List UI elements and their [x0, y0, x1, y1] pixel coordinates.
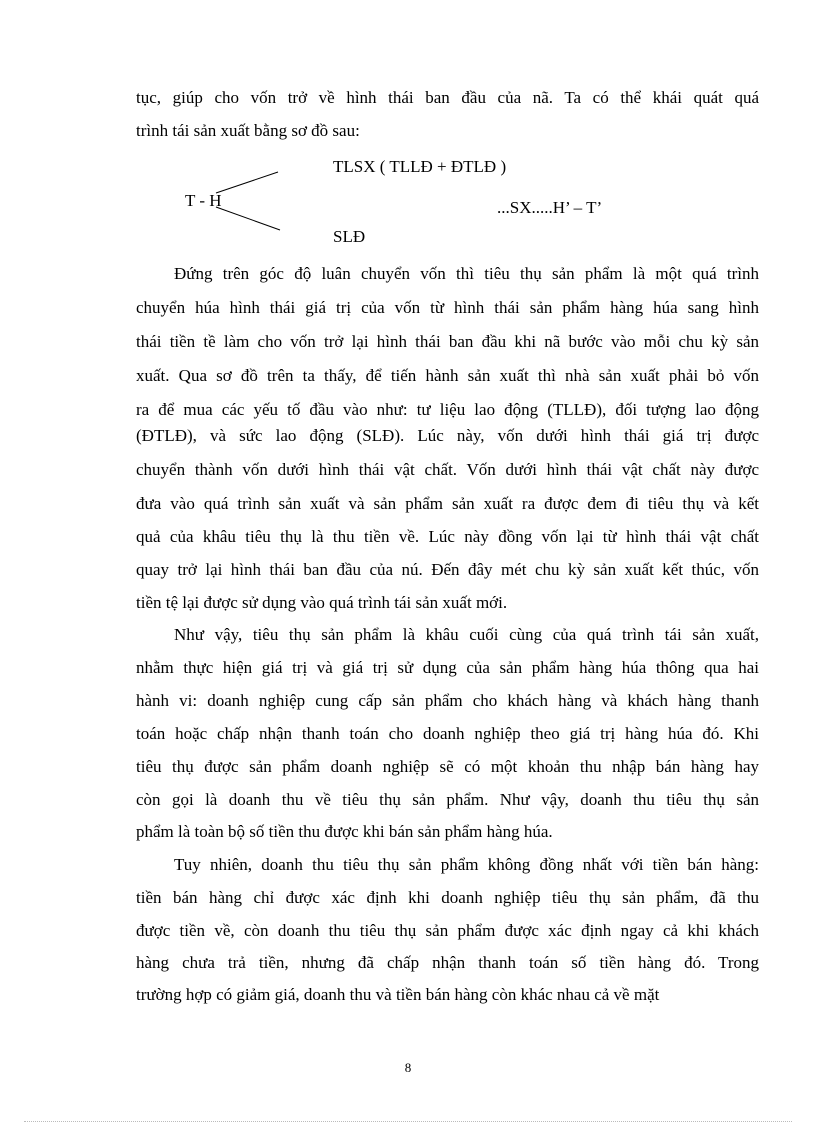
page-divider: [24, 1121, 792, 1122]
paragraph-line: tiêu thụ được sản phẩm doanh nghiệp sẽ có một khoản thu nhập bán hàng hay: [136, 757, 759, 776]
paragraph-line: ra để mua các yếu tố đầu vào như: tư liệu lao động (TLLĐ), đối tượng lao động: [136, 400, 759, 419]
paragraph-line: được tiền về, còn doanh thu tiêu thụ sản phẩm được xác định ngay cả khi khách: [136, 921, 759, 940]
diagram-top-label: TLSX ( TLLĐ + ĐTLĐ ): [333, 157, 507, 176]
page-number: 8: [404, 1060, 412, 1075]
upper-branch-line: [216, 172, 278, 193]
paragraph-line: chuyển húa hình thái giá trị của vốn từ hình thái sản phẩm hàng húa sang hình: [136, 298, 759, 317]
paragraph-line: hàng chưa trả tiền, nhưng đã chấp nhận thanh toán số tiền hàng đó. Trong: [136, 953, 759, 972]
paragraph-line: tiền tệ lại được sử dụng vào quá trình tái sản xuất mới.: [136, 593, 508, 612]
paragraph-line: Đứng trên góc độ luân chuyển vốn thì tiêu thụ sản phẩm là một quá trình: [174, 264, 759, 283]
diagram-bottom-label: SLĐ: [333, 227, 366, 246]
diagram-right-label: ...SX.....H’ – T’: [497, 198, 603, 217]
paragraph-line: (ĐTLĐ), và sức lao động (SLĐ). Lúc này, vốn dưới hình thái giá trị được: [136, 426, 759, 445]
paragraph-line: đưa vào quá trình sản xuất và sản phẩm sản xuất ra được đem đi tiêu thụ và kết: [136, 494, 759, 513]
intro-line: trình tái sản xuất bằng sơ đồ sau:: [136, 121, 360, 140]
lower-branch-line: [216, 207, 280, 230]
paragraph-line: trường hợp có giảm giá, doanh thu và tiền bán hàng còn khác nhau cả về mặt: [136, 985, 660, 1004]
paragraph-line: quả của khâu tiêu thụ là thu tiền về. Lúc này đồng vốn lại từ hình thái vật chất: [136, 527, 759, 546]
paragraph-line: tiền bán hàng chỉ được xác định khi doanh nghiệp tiêu thụ sản phẩm, đã thu: [136, 888, 759, 907]
paragraph-line: thái tiền tề làm cho vốn trở lại hình thái ban đầu khi nã bước vào mỗi chu kỳ sản: [136, 332, 759, 351]
paragraph-line: hành vi: doanh nghiệp cung cấp sản phẩm cho khách hàng và khách hàng thanh: [136, 691, 759, 710]
paragraph-line: xuất. Qua sơ đồ trên ta thấy, để tiến hành sản xuất thì nhà sản xuất phải bỏ vốn: [136, 366, 759, 385]
paragraph-line: toán hoặc chấp nhận thanh toán cho doanh nghiệp theo giá trị hàng húa đó. Khi: [136, 724, 759, 743]
diagram-left-label: T - H: [185, 191, 222, 210]
paragraph-line: phẩm là toàn bộ số tiền thu được khi bán sản phẩm hàng húa.: [136, 822, 553, 841]
paragraph-line: nhằm thực hiện giá trị và giá trị sử dụng của sản phẩm hàng húa thông qua hai: [136, 658, 759, 677]
paragraph-line: chuyển thành vốn dưới hình thái vật chất. Vốn dưới hình thái vật chất này được: [136, 460, 759, 479]
paragraph-line: Như vậy, tiêu thụ sản phẩm là khâu cuối cùng của quá trình tái sản xuất,: [174, 625, 759, 644]
intro-line: tục, giúp cho vốn trở về hình thái ban đầu của nã. Ta có thể khái quát quá: [136, 88, 759, 107]
paragraph-line: Tuy nhiên, doanh thu tiêu thụ sản phẩm không đồng nhất với tiền bán hàng:: [174, 855, 759, 874]
paragraph-line: còn gọi là doanh thu về tiêu thụ sản phẩm. Như vậy, doanh thu tiêu thụ sản: [136, 790, 759, 809]
paragraph-line: quay trở lại hình thái ban đầu của nú. Đến đây mét chu kỳ sản xuất kết thúc, vốn: [136, 560, 759, 579]
diagram-branch-lines: [0, 0, 816, 260]
